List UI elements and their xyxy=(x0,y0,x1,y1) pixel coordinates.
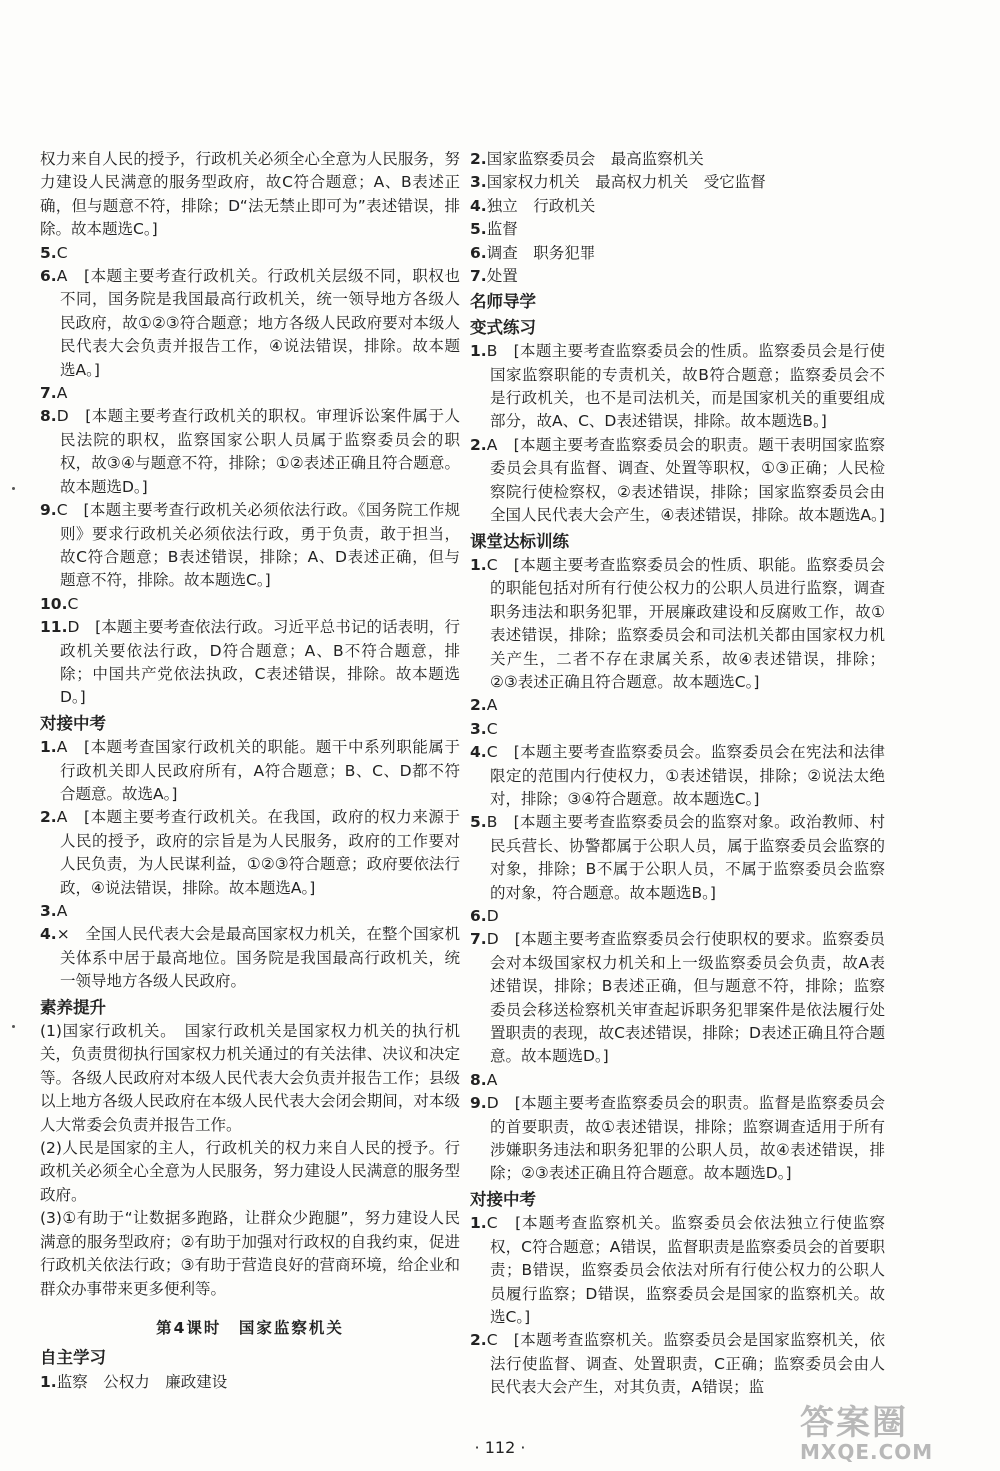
answer-text: D xyxy=(486,907,499,925)
answer-text: B [本题主要考查监察委员会的性质。监察委员会是行使国家监察职能的专责机关，故B符合题意；监察委员会不是行政机关，也不是司法机关，而是国家机关的重要组成部分，故A、C、D表述错误，排除。故本题选B。] xyxy=(486,342,885,431)
answer-item xyxy=(40,242,460,265)
paragraph: (3)①有助于“让数据多跑路，让群众少跑腿”，努力建设人民满意的服务型政府；②有助于加强对行政权的自我约束，促进行政机关依法行政；③有助于营造良好的营商环境，给企业和群众办事带来更多便利等。 xyxy=(40,1209,460,1298)
answer-item xyxy=(40,736,460,806)
section-heading: 素养提升 xyxy=(40,997,106,1017)
answer-number: 8. xyxy=(470,1070,487,1089)
answer-number: 4. xyxy=(40,925,57,944)
answer-text: A xyxy=(56,902,68,920)
answer-item xyxy=(40,382,460,405)
answer-item xyxy=(40,616,460,710)
answer-number: 10. xyxy=(40,594,68,613)
watermark-logo-text: 答案圈 xyxy=(800,1403,908,1443)
answer-item xyxy=(470,195,885,218)
answer-number: 3. xyxy=(470,719,487,738)
answer-text: C xyxy=(56,243,68,262)
answer-item xyxy=(40,593,460,616)
answer-number: 1. xyxy=(470,555,487,574)
answer-text: 监督 xyxy=(486,220,518,239)
answer-text: B [本题主要考查监察委员会的监察对象。政治教师、村民兵营长、协警都属于公职人员，属于监察委员会监察的对象，排除；B不属于公职人员，不属于监察委员会监察的对象，符合题意。故本题选B。] xyxy=(486,813,885,902)
answer-number: 4. xyxy=(470,743,487,762)
section-heading: 变式练习 xyxy=(470,317,536,337)
answer-item xyxy=(470,554,885,694)
answer-item xyxy=(40,265,460,382)
answer-item xyxy=(470,928,885,1068)
answer-number: 1. xyxy=(470,342,487,361)
answer-number: 8. xyxy=(40,407,57,426)
answer-text: 独立 行政机关 xyxy=(486,196,596,215)
answer-number: 1. xyxy=(40,1372,57,1391)
answer-text: 调查 职务犯罪 xyxy=(486,243,596,262)
answer-item xyxy=(470,811,885,905)
answer-item xyxy=(40,923,460,993)
answer-text: A xyxy=(56,384,68,403)
answer-text: D [本题主要考查行政机关的职权。审理诉讼案件属于人民法院的职权，监察国家公职人员属于监察委员会的职权，故③④与题意不符，排除；①②表述正确且符合题意。故本题选D。] xyxy=(56,407,460,496)
answer-text: A xyxy=(486,696,498,715)
answer-number: 1. xyxy=(40,738,57,757)
answer-number: 6. xyxy=(470,243,487,262)
answer-text: C xyxy=(67,594,79,613)
answer-item xyxy=(470,905,885,928)
answer-number: 7. xyxy=(470,267,487,286)
answer-number: 11. xyxy=(40,618,68,637)
answer-number: 5. xyxy=(40,243,57,262)
answer-number: 5. xyxy=(470,813,487,832)
answer-text: 国家监察委员会 最高监察机关 xyxy=(486,150,704,168)
answer-item xyxy=(470,1069,885,1092)
answer-item xyxy=(470,718,885,741)
answer-text: A [本题主要考查监察委员会的职责。题干表明国家监察委员会具有监督、调查、处置等职权，①③正确；人民检察院行使检察权，②表述错误，排除；国家监察委员会由全国人民代表大会产生，④表述错误，排除。故本题选A。] xyxy=(486,435,885,525)
answer-text: A [本题主要考查行政机关。在我国，政府的权力来源于人民的授予，政府的宗旨是为人民服务，政府的工作要对人民负责，为人民谋利益，①②③符合题意；政府要依法行政，④说法错误，排除。故本题选A。] xyxy=(56,808,460,897)
answer-text: C [本题主要考查监察委员会的性质、职能。监察委员会的职能包括对所有行使公权力的公职人员进行监察，调查职务违法和职务犯罪，开展廉政建设和反腐败工作，故①表述错误，排除；监察委员会和司法机关都由国家权力机关产生，二者不存在隶属关系，故④表述错误，排除；②③表述正确且符合题意。故本题选C。] xyxy=(486,555,885,691)
answer-text: C [本题主要考查行政机关必须依法行政。《国务院工作规则》要求行政机关必须依法行政，勇于负责，敢于担当，故C符合题意；B表述错误，排除；A、D表述正确，但与题意不符，排除。故本题选C。] xyxy=(56,501,460,590)
answer-number: 7. xyxy=(470,930,487,949)
answer-text: C [本题考查监察机关。监察委员会是国家监察机关，依法行使监督、调查、处置职责，C正确；监察委员会由人民代表大会产生，对其负责，A错误；监 xyxy=(486,1331,885,1397)
answer-number: 6. xyxy=(40,267,57,286)
answer-item xyxy=(470,694,885,717)
paragraph: (1)国家行政机关。 国家行政机关是国家权力机关的执行机关，负责贯彻执行国家权力机关通过的有关法律、决议和决定等。各级人民政府对本级人民代表大会负责并报告工作；县级以上地方各级人民政府在本级人民代表大会闭会期间，对本级人大常委会负责并报告工作。 xyxy=(40,1022,460,1134)
answer-text: A [本题主要考查行政机关。行政机关层级不同，职权也不同，国务院是我国最高行政机关，统一领导地方各级人民政府，故①②③符合题意；地方各级人民政府要对本级人民代表大会负责并报告工作，④说法错误，排除。故本题选A。] xyxy=(56,267,460,379)
answer-item xyxy=(470,434,885,528)
answer-number: 4. xyxy=(470,196,487,215)
answer-text: 处置 xyxy=(486,267,518,286)
answer-text: D [本题主要考查依法行政。习近平总书记的话表明，行政机关要依法行政，D符合题意；A、B不符合题意，排除；中国共产党依法执政，C表述错误，排除。故本题选D。] xyxy=(60,618,460,707)
answer-item xyxy=(470,1212,885,1329)
section-heading: 名师导学 xyxy=(470,292,536,312)
page-number: · 112 · xyxy=(474,1438,526,1457)
answer-text: C [本题主要考查监察委员会。监察委员会在宪法和法律限定的范围内行使权力，①表述错误，排除；②说法太绝对，排除；③④符合题意。故本题选C。] xyxy=(486,743,885,808)
answer-text: × 全国人民代表大会是最高国家权力机关，在整个国家机关体系中居于最高地位。国务院是我国最高行政机关，统一领导地方各级人民政府。 xyxy=(56,925,460,991)
answer-item xyxy=(470,1329,885,1399)
scan-dot xyxy=(12,487,15,490)
answer-item xyxy=(470,218,885,241)
right-column xyxy=(470,148,885,1400)
section-heading: 自主学习 xyxy=(40,1348,106,1368)
section-heading: 对接中考 xyxy=(40,713,106,733)
answer-text: D [本题主要考查监察委员会的职责。监督是监察委员会的首要职责，故①表述错误，排除；监察调查适用于所有涉嫌职务违法和职务犯罪的公职人员，故④表述错误，排除；②③表述正确且符合题意。故本题选D。] xyxy=(486,1094,885,1183)
answer-item xyxy=(470,265,885,288)
answer-item xyxy=(40,1371,460,1394)
answer-number: 7. xyxy=(40,384,57,403)
answer-text: 国家权力机关 最高权力机关 受它监督 xyxy=(486,173,766,192)
lesson-title: 第4课时 国家监察机关 xyxy=(156,1318,344,1337)
answer-text: C xyxy=(486,719,498,738)
answer-number: 2. xyxy=(470,1331,487,1350)
section-heading: 课堂达标训练 xyxy=(470,531,569,551)
answer-number: 1. xyxy=(470,1214,487,1233)
answer-item xyxy=(40,900,460,923)
answer-item xyxy=(470,340,885,434)
answer-item xyxy=(470,242,885,265)
answer-item xyxy=(40,405,460,499)
answer-item xyxy=(470,171,885,194)
answer-number: 6. xyxy=(470,907,487,925)
answer-number: 3. xyxy=(470,173,487,192)
watermark-url-text: MXQE.COM xyxy=(800,1440,934,1464)
section-heading: 对接中考 xyxy=(470,1189,536,1209)
watermark-logo xyxy=(800,1395,990,1465)
answer-text: C [本题考查监察机关。监察委员会依法独立行使监察权，C符合题意；A错误，监督职责是监察委员会的首要职责；B错误，监察委员会依法对所有行使公权力的公职人员履行监察；D错误，监察委员会是国家的监察机关。故选C。] xyxy=(486,1214,885,1326)
answer-number: 2. xyxy=(470,696,487,715)
answer-number: 2. xyxy=(40,808,57,827)
answer-number: 3. xyxy=(40,902,57,920)
answer-item xyxy=(470,1092,885,1186)
paragraph: (2)人民是国家的主人，行政机关的权力来自人民的授予。行政机关必须全心全意为人民服务，努力建设人民满意的服务型政府。 xyxy=(40,1139,460,1204)
answer-number: 2. xyxy=(470,150,487,168)
answer-number: 2. xyxy=(470,435,487,454)
answer-text: A [本题考查国家行政机关的职能。题干中系列职能属于行政机关即人民政府所有，A符合题意；B、C、D都不符合题意。故选A。] xyxy=(56,738,460,803)
answer-item xyxy=(470,741,885,811)
answer-number: 9. xyxy=(470,1094,487,1113)
answer-text: D [本题主要考查监察委员会行使职权的要求。监察委员会对本级国家权力机关和上一级监察委员会负责，故A表述错误，排除；B表述正确，但与题意不符，排除；监察委员会移送检察机关审查起诉职务犯罪案件是依法履行处置职责的表现，故C表述错误，排除；D表述正确且符合题意。故本题选D。] xyxy=(486,930,885,1066)
left-column xyxy=(40,148,460,1394)
answer-item xyxy=(470,148,885,171)
answer-text: A xyxy=(486,1070,498,1089)
scan-dot xyxy=(12,1025,15,1028)
answer-text: 监察 公权力 廉政建设 xyxy=(56,1372,228,1391)
answer-item xyxy=(40,499,460,593)
paragraph: 权力来自人民的授予，行政机关必须全心全意为人民服务，努力建设人民满意的服务型政府，故C符合题意；A、B表述正确，但与题意不符，排除；D“法无禁止即可为”表述错误，排除。故本题选C。] xyxy=(40,150,460,239)
answer-number: 5. xyxy=(470,220,487,239)
answer-number: 9. xyxy=(40,501,57,520)
answer-item xyxy=(40,806,460,900)
